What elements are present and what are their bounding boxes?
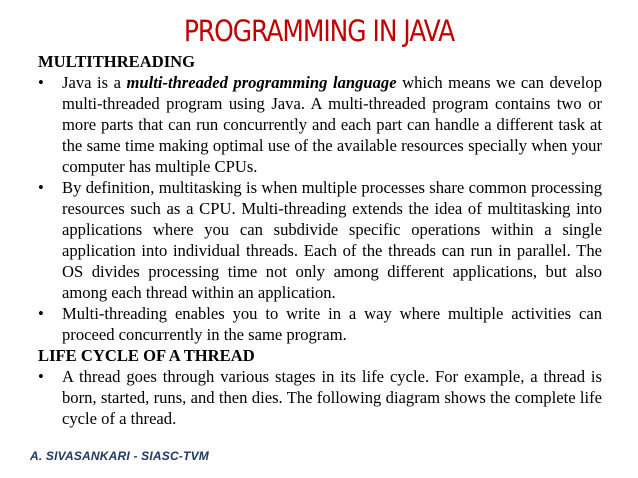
bullet-text-rest: which means we can develop multi-threaded program using Java. A multi-threaded program contains two or more parts that can run concurrently and each part can handle a different task at the same time making optimal use of the available resources specially when your computer has multiple CPUs.: [62, 73, 602, 176]
bullet-dot: •: [38, 178, 44, 197]
section-heading-multithreading: MULTITHREADING: [38, 52, 196, 71]
slide-content: [38, 51, 602, 429]
bullet-item: [38, 366, 602, 429]
section-heading-life-cycle: LIFE CYCLE OF A THREAD: [38, 346, 255, 365]
bullet-item: [38, 177, 602, 303]
bullet-item: [38, 303, 602, 345]
bullet-text: By definition, multitasking is when multiple processes share common processing resources such as a CPU. Multi-threading extends the idea of multitasking into applications where you can subdivide specific operations within a single application into individual threads. Each of the threads can run in parallel. The OS divides processing time not only among different applications, but also among each thread within an application.: [62, 178, 602, 302]
bullet-text-emphasis: multi-threaded programming language: [126, 73, 397, 92]
bullet-item: [38, 72, 602, 177]
bullet-dot: •: [38, 73, 44, 92]
bullet-text: Multi-threading enables you to write in a way where multiple activities can proceed concurrently in the same program.: [62, 304, 602, 344]
bullet-dot: •: [38, 367, 44, 386]
slide-title: PROGRAMMING IN JAVA: [183, 14, 455, 48]
bullet-text: A thread goes through various stages in its life cycle. For example, a thread is born, started, runs, and then dies. The following diagram shows the complete life cycle of a thread.: [62, 367, 602, 428]
bullet-dot: •: [38, 304, 44, 323]
bullet-text-lead: Java is a: [62, 73, 127, 92]
footer-author: A. SIVASANKARI - SIASC-TVM: [30, 449, 209, 463]
